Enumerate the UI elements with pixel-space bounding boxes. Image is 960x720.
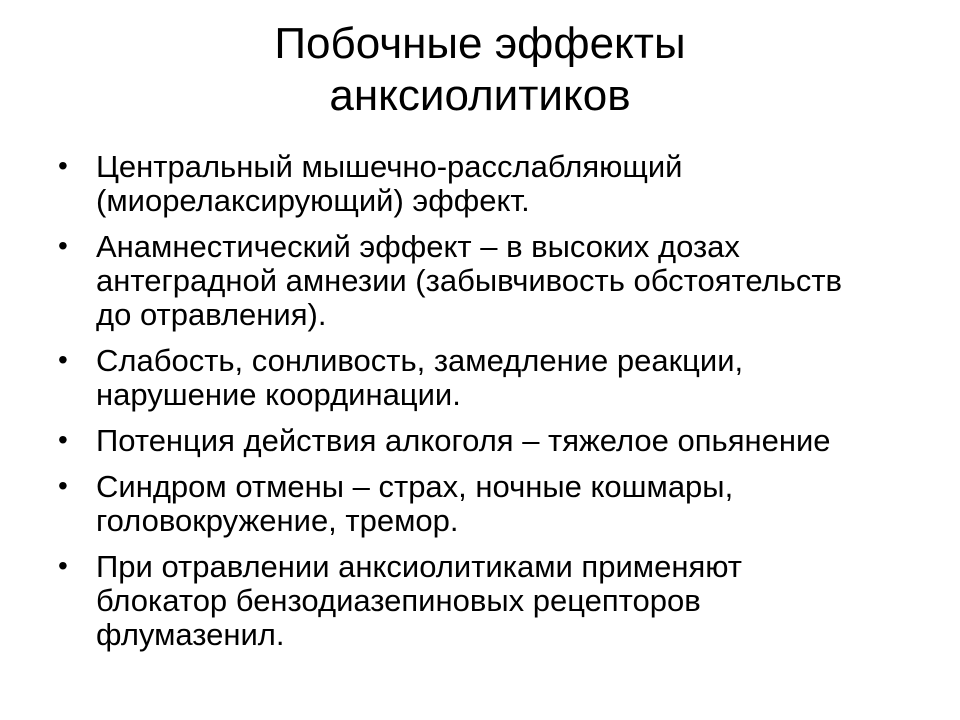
bullet-text-line: до отравления). xyxy=(96,297,327,332)
bullet-item xyxy=(0,424,960,458)
bullet-text-line: антеградной амнезии (забывчивость обстоятельств xyxy=(96,263,842,298)
slide-title-line: Побочные эффекты xyxy=(274,19,686,68)
slide-title-line: анксиолитиков xyxy=(329,71,631,120)
bullet-text-line: Синдром отмены – страх, ночные кошмары, xyxy=(96,469,734,504)
bullet-text-line: блокатор бензодиазепиновых рецепторов xyxy=(96,583,701,618)
bullet-text-line: Потенция действия алкоголя – тяжелое опьянение xyxy=(96,423,831,458)
bullet-text-line: (миорелаксирующий) эффект. xyxy=(96,183,530,218)
bullet-text-line: головокружение, тремор. xyxy=(96,503,459,538)
bullet-dot-icon: • xyxy=(58,150,68,181)
bullet-item xyxy=(0,470,960,538)
bullet-dot-icon: • xyxy=(58,550,68,581)
slide-title xyxy=(0,18,960,122)
bullet-item xyxy=(0,230,960,332)
bullet-dot-icon: • xyxy=(58,424,68,455)
bullet-text-line: Слабость, сонливость, замедление реакции, xyxy=(96,343,744,378)
bullet-item xyxy=(0,550,960,652)
bullet-text-line: Центральный мышечно-расслабляющий xyxy=(96,149,683,184)
bullet-dot-icon: • xyxy=(58,344,68,375)
bullet-item xyxy=(0,150,960,218)
bullet-list xyxy=(0,150,960,664)
bullet-dot-icon: • xyxy=(58,230,68,261)
bullet-item xyxy=(0,344,960,412)
bullet-dot-icon: • xyxy=(58,470,68,501)
bullet-text-line: нарушение координации. xyxy=(96,377,461,412)
bullet-text-line: флумазенил. xyxy=(96,617,285,652)
bullet-text-line: Анамнестический эффект – в высоких дозах xyxy=(96,229,740,264)
bullet-text-line: При отравлении анксиолитиками применяют xyxy=(96,549,743,584)
